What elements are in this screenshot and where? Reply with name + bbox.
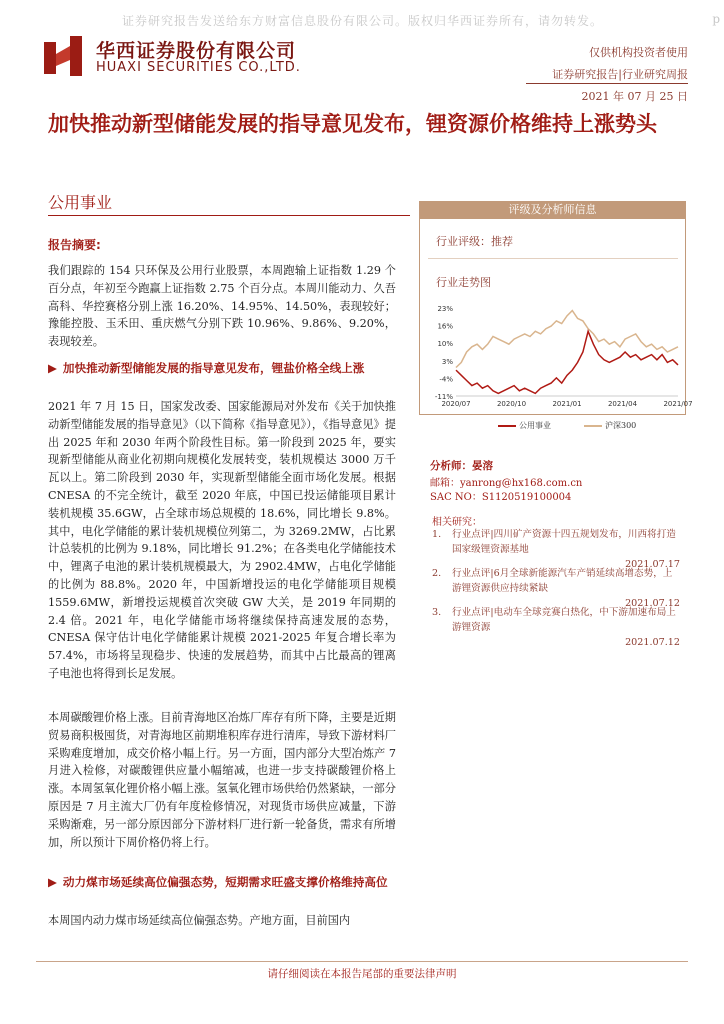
panel-divider: [428, 258, 678, 259]
legend-item-hs300: [584, 420, 636, 431]
sector-divider: [48, 215, 410, 216]
company-name-cn: 华西证券股份有限公司: [96, 40, 297, 62]
related-item-number: 2.: [432, 568, 442, 579]
section-heading: [48, 874, 396, 892]
company-logo-icon: [44, 36, 84, 78]
related-item[interactable]: [432, 605, 680, 650]
legend-label: 公用事业: [519, 421, 551, 430]
related-item-date: 2021.07.17: [625, 559, 680, 570]
x-tick-label: 2021/01: [552, 400, 582, 408]
watermark: 证券研究报告发送给东方财富信息股份有限公司。版权归华西证券所有，请勿转发。: [122, 14, 604, 28]
legal-notice: 请仔细阅读在本报告尾部的重要法律声明: [267, 968, 457, 980]
sector-name: 公用事业: [48, 193, 113, 212]
company-name-en: HUAXI SECURITIES CO.,LTD.: [96, 60, 301, 75]
footer-divider: [36, 961, 688, 962]
section-heading-text: 加快推动新型储能发展的指导意见发布，锂盐价格全线上涨: [62, 361, 365, 375]
y-tick-label: -11%: [434, 393, 453, 401]
section-heading: [48, 360, 396, 378]
industry-rating: 行业评级：推荐: [436, 235, 513, 248]
watermark-page: p: [712, 12, 720, 26]
trend-chart-title: 行业走势图: [436, 276, 491, 289]
analyst-email: 邮箱：yanrong@hx168.com.cn: [430, 478, 583, 489]
abstract-title: 报告摘要:: [48, 238, 101, 252]
legend-swatch: [584, 425, 602, 427]
rating-panel-title: 评级及分析师信息: [419, 201, 686, 219]
report-category: 证券研究报告|行业研究周报: [552, 68, 688, 81]
analyst-sac: SAC NO：S1120519100004: [430, 492, 572, 503]
y-tick-label: 3%: [441, 357, 453, 366]
y-tick-label: 16%: [437, 322, 453, 331]
related-item-text[interactable]: 行业点评|6月全球新能源汽车产销延续高增态势，上游锂资源供应持续紧缺: [452, 568, 673, 594]
body-paragraph: 本周国内动力煤市场延续高位偏强态势。产地方面，目前国内: [48, 914, 351, 927]
section-heading-text: 动力煤市场延续高位偏强态势，短期需求旺盛支撑价格维持高位: [62, 875, 388, 889]
related-item-text[interactable]: 行业点评|四川矿产资源十四五规划发布，川西将打造国家级锂资源基地: [452, 529, 676, 555]
x-tick-label: 2021/04: [607, 400, 638, 408]
related-item-date: 2021.07.12: [625, 637, 680, 648]
y-tick-label: -4%: [439, 375, 453, 384]
triangle-bullet-icon: ▶: [48, 875, 57, 889]
series-line-hs300: [456, 311, 678, 368]
y-tick-label: 23%: [437, 305, 453, 313]
y-tick-label: 10%: [437, 340, 453, 349]
x-tick-label: 2020/07: [441, 400, 471, 408]
audience-label: 仅供机构投资者使用: [589, 46, 688, 59]
body-paragraph: 我们跟踪的 154 只环保及公用行业股票，本周跑输上证指数 1.29 个百分点，年初至今跑赢上证指数 2.75 个百分点。本周川能动力、久吾高科、华控赛格分别上涨 16.20%、14.95%、14.50%，表现较好；豫能控股、玉禾田、重庆燃气分别下跌 10.96%、9.86%、9.20%，表现较差。: [48, 264, 396, 349]
trend-chart: [420, 300, 693, 412]
report-date: 2021 年 07 月 25 日: [581, 90, 688, 103]
related-item-date: 2021.07.12: [625, 598, 680, 609]
related-item-text[interactable]: 行业点评|电动车全球竞赛白热化，中下游加速布局上游锂资源: [452, 607, 676, 633]
related-item-number: 3.: [432, 607, 442, 618]
related-research-title: 相关研究：: [432, 517, 482, 528]
analyst-name: 分析师：晏溶: [430, 460, 493, 472]
legend-swatch: [498, 425, 516, 427]
x-tick-label: 2020/10: [496, 400, 527, 408]
related-item-number: 1.: [432, 529, 442, 540]
report-title: 加快推动新型储能发展的指导意见发布，锂资源价格维持上涨势头: [48, 112, 657, 136]
legend-label: 沪深300: [605, 421, 637, 430]
x-tick-label: 2021/07: [663, 400, 693, 408]
header-divider: [526, 83, 688, 84]
legend-item-utilities: [498, 420, 551, 431]
triangle-bullet-icon: ▶: [48, 361, 57, 375]
body-paragraph: 本周碳酸锂价格上涨。目前青海地区冶炼厂库存有所下降，主要是近期贸易商积极囤货，对青海地区前期堆积库存进行清库，导致下游材料厂采购难度增加，成交价格小幅上行。另一方面，国内部分大型冶炼产 7 月进入检修，对碳酸锂供应量小幅缩减，也进一步支持碳酸锂价格上涨。本周氢氧化锂价格小幅上涨。氢氧化锂市场供给仍然紧缺，一部分原因是 7 月主流大厂仍有年度检修情况，对现货市场供应减量，下游采购渐难，另一部分原因部分下游材料厂进行新一轮备货，需求有所增加，所以预计下周价格仍将上行。: [48, 711, 396, 849]
body-paragraph: 2021 年 7 月 15 日，国家发改委、国家能源局对外发布《关于加快推动新型储能发展的指导意见》（以下简称《指导意见》），《指导意见》提出 2025 年和 2030 年两个阶段性目标。第一阶段到 2025 年，要实现新型储能从商业化初期向规模化发展转变，装机规模达 3000 万千瓦以上。第二阶段到 2030 年，实现新型储能全面市场化发展。根据 CNESA 的不完全统计，截至 2020 年底，中国已投运储能项目累计装机规模 35.6GW，占全球市场总规模的 18.6%，同比增长 9.8%。其中，电化学储能的累计装机规模位列第二，为 3269.2MW，占比累计总装机的比例为 9.18%，同比增长 91.2%；在各类电化学储能技术中，锂离子电池的累计装机规模最大，为 2902.4MW，占电化学储能的比例为 88.8%。2020 年，中国新增投运的电化学储能项目规模 1559.6MW，新增投运规模首次突破 GW 大关，是 2019 年同期的 2.4 倍。2021 年，电化学储能市场将继续保持高速发展的态势，CNESA 保守估计电化学储能累计规模 2021-2025 年复合增长率为 57.4%，市场将呈现稳步、快速的发展趋势，而其中占比最高的锂离子电池也将得到长足发展。: [48, 400, 396, 680]
